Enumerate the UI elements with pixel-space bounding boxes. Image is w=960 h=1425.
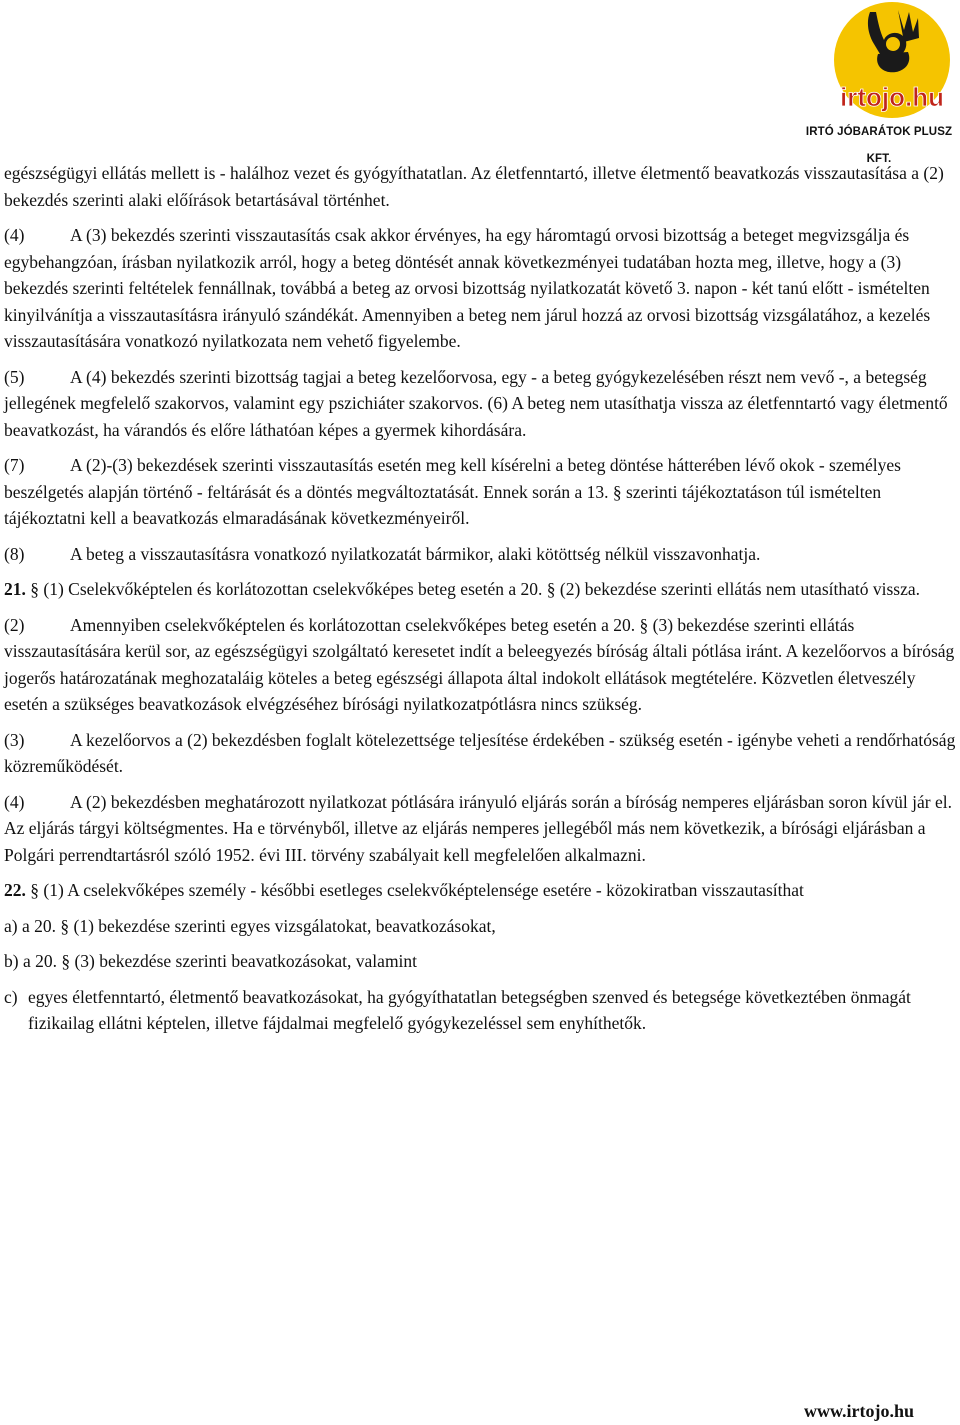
section-text: § (1) Cselekvőképtelen és korlátozottan cselekvőképes beteg esetén a 20. § (2) bekezdése szerinti ellátás nem utasítható vissza. bbox=[30, 579, 920, 599]
section-21 bbox=[4, 576, 956, 603]
list-item-a: a) a 20. § (1) bekezdése szerinti egyes vizsgálatokat, beavatkozásokat, bbox=[4, 915, 496, 936]
paragraph-text: A kezelőorvos a (2) bekezdésben foglalt kötelezettsége teljesítése érdekében - szükség esetén - igénybe veheti a rendőrhatóság közreműködését. bbox=[4, 729, 956, 776]
paragraph-text: A (3) bekezdés szerinti visszautasítás csak akkor érvényes, ha egy háromtagú orvosi bizottság a beteget megvizsgálja és egybehangzóan, írásban nyilatkozik arról, hogy a beteg döntését annak következményei tudatában hozta meg, illetve, hogy a (3) bekezdés szerinti feltételek fennállnak, továbbá a beteg az orvosi bizottság nyilatkozatát követő 3. napon - két tanú előtt - ismételten kinyilvánítja a visszautasításra irányuló szándékát. Amennyiben a beteg nem járul hozzá az orvosi bizottság vizsgálatához, a kezelés visszautasítására vonatkozó nyilatkozata nem vehető figyelembe. bbox=[4, 225, 931, 351]
paragraph-text: A (2)-(3) bekezdések szerinti visszautasítás esetén meg kell kísérelni a beteg döntése hátterében lévő okok - személyes beszélgetés alapján történő - feltárását és a döntés megváltoztatását. Ennek során a 13. § szerinti tájékoztatáson túl ismételten tájékoztatni kell a beavatkozás elmaradásának következményeiről. bbox=[4, 455, 901, 528]
logo-company-name: IRTÓ JÓBARÁTOK PLUSZ KFT. bbox=[805, 126, 953, 165]
section-number: 21. bbox=[4, 579, 26, 599]
section-text: § (1) A cselekvőképes személy - későbbi esetleges cselekvőképtelensége esetére - közokiratban visszautasíthat bbox=[30, 880, 804, 900]
section-22 bbox=[4, 877, 956, 904]
list-item-text: egyes életfenntartó, életmentő beavatkozásokat, ha gyógyíthatatlan betegségben szenved és betegsége következtében önmagát fizikailag ellátni képtelen, illetve fájdalmai megfelelő gyógykezeléssel sem enyhíthetők. bbox=[28, 986, 911, 1033]
paragraph-number: (7) bbox=[4, 455, 25, 475]
section-number: 22. bbox=[4, 880, 26, 900]
paragraph-number: (5) bbox=[4, 366, 25, 387]
company-logo bbox=[800, 0, 960, 165]
paragraph-number: (2) bbox=[4, 614, 25, 635]
paragraph-text: A (2) bekezdésben meghatározott nyilatkozat pótlására irányuló eljárás során a bíróság nemperes eljárásban soron kívül jár el. Az eljárás tárgyi költségmentes. Ha e törvényből, illetve az eljárás nemperes jellegéből más nem következik, a bírósági eljárásban a Polgári perrendtartásról szóló 1952. évi III. törvény szabályait kell megfelelően alkalmazni. bbox=[4, 791, 952, 865]
paragraph-number: (3) bbox=[4, 729, 25, 750]
footer-url: www.irtojo.hu bbox=[803, 1401, 914, 1421]
paragraph-text: Amennyiben cselekvőképtelen és korlátozottan cselekvőképes beteg esetén a 20. § (3) bekezdése szerinti ellátás visszautasítására kerül sor, az egészségügyi szolgáltató keresetet indít a beleegyezés bíróság általi pótlása iránt. A kezelőorvos a bíróság jogerős határozatának meghozataláig köteles a beteg egészségi állapota által indokolt ellátások megtételére. Közvetlen életveszély esetén a szükséges beavatkozások elvégzéséhez bírósági nyilatkozatpótlásra nincs szükség. bbox=[4, 614, 955, 714]
paragraph-4 bbox=[4, 222, 956, 355]
section-21-paragraph-4 bbox=[4, 789, 956, 869]
paragraph-7 bbox=[4, 452, 956, 532]
paragraph-continuation: egészségügyi ellátás mellett is - halálhoz vezet és gyógyíthatatlan. Az életfenntartó, illetve életmentő beavatkozás visszautasítása a (2) bekezdés szerinti alaki előírások betartásával történhet. bbox=[4, 163, 944, 210]
paragraph-number: (8) bbox=[4, 543, 25, 564]
document-body bbox=[4, 160, 956, 1046]
paragraph-text: A beteg a visszautasításra vonatkozó nyilatkozatát bármikor, alaki kötöttség nélkül visszavonhatja. bbox=[70, 543, 761, 564]
paragraph-number: (4) bbox=[4, 791, 25, 812]
section-21-paragraph-3 bbox=[4, 727, 956, 780]
logo-site-text: irtojo.hu bbox=[840, 82, 944, 112]
paragraph-5 bbox=[4, 364, 956, 444]
paragraph-number: (4) bbox=[4, 225, 25, 245]
paragraph-8 bbox=[4, 541, 956, 568]
section-21-paragraph-2 bbox=[4, 612, 956, 718]
list-item-label: c) bbox=[4, 986, 18, 1007]
paragraph-text: A (4) bekezdés szerinti bizottság tagjai a beteg kezelőorvosa, egy - a beteg gyógykezelésében részt nem vevő -, a betegség jellegének megfelelő szakorvos, valamint egy pszichiáter szakorvos. (6) A beteg nem utasíthatja vissza az életfenntartó vagy életmentő beavatkozást, ha várandós és előre láthatóan képes a gyermek kihordására. bbox=[4, 366, 948, 440]
list-item-b: b) a 20. § (3) bekezdése szerinti beavatkozásokat, valamint bbox=[4, 951, 418, 971]
list-item-c bbox=[4, 984, 956, 1037]
